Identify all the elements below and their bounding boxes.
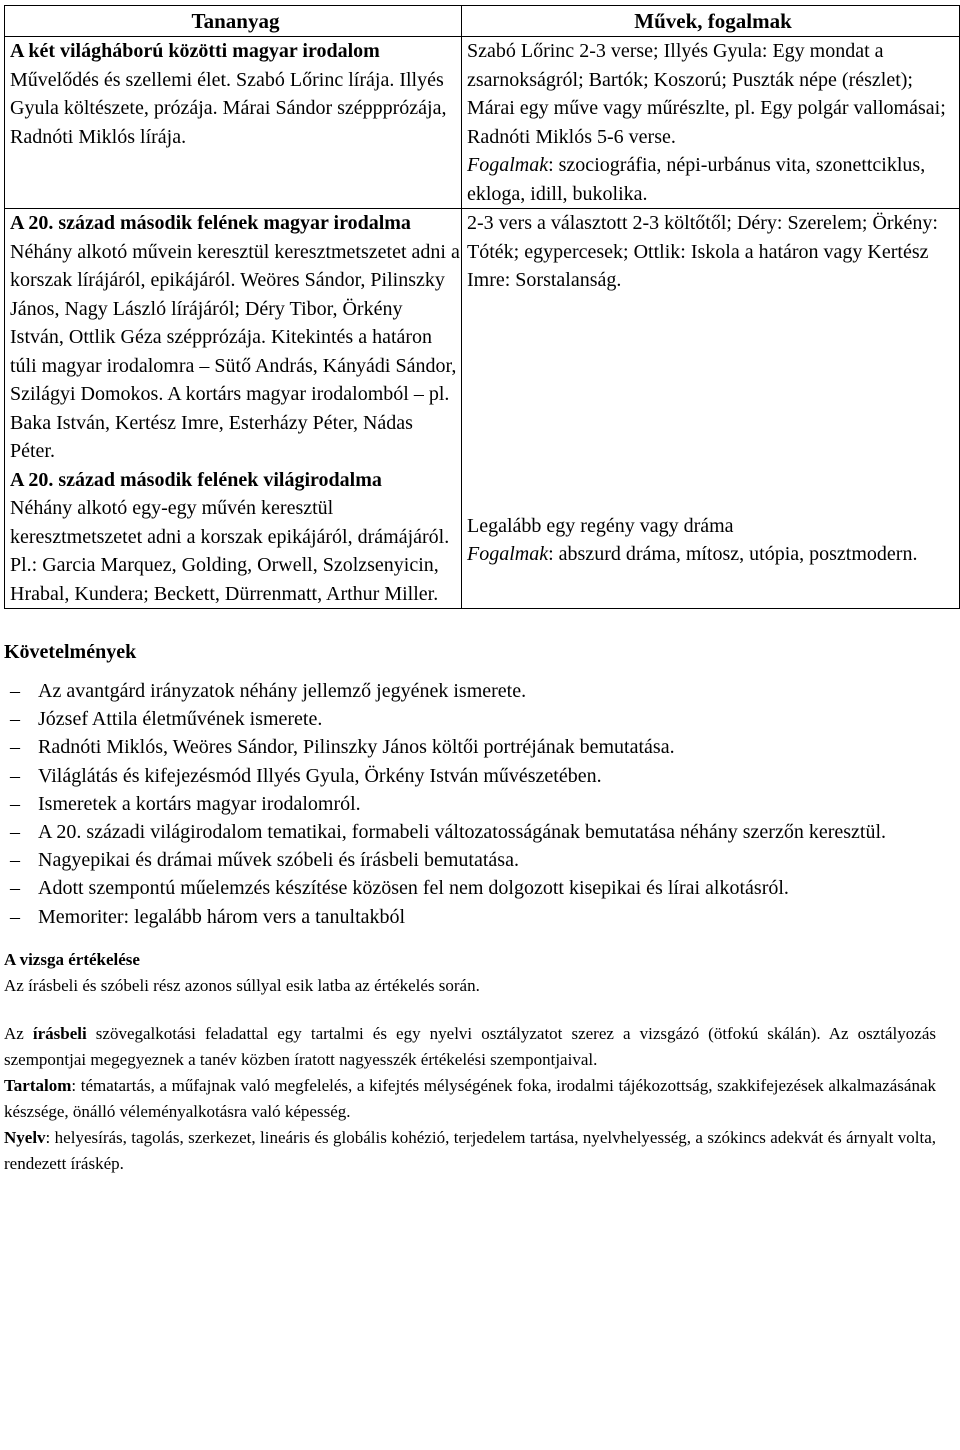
row2-left-body: Néhány alkotó művein keresztül keresztmetszetet adni a korszak lírájáról, epikájáról. Weöres Sándor, Pilinszky János, Nagy László lírájáról; Déry Tibor, Örkény István, Ottlik Géza szépprózája. Kitekintés a határon túli magyar irodalomra ‒ Sütő András, Kányádi Sándor, Szilágyi Domokos. A kortárs magyar irodalomból ‒ pl. Baka István, Kertész Imre, Esterházy Péter, Nádas Péter. <box>10 240 460 462</box>
row2-left-title2: A 20. század második felének világirodalma <box>10 468 382 491</box>
table-row <box>5 209 960 609</box>
requirement-text: A 20. századi világirodalom tematikai, formabeli változatosságának bemutatása néhány szerzőn keresztül. <box>38 821 887 844</box>
content-text: : tématartás, a műfajnak való megfelelés, a kifejtés mélységének foka, irodalmi tájékozottság, szakkifejezések alkalmazásának készsége, önálló véleményalkotásra való képesség. <box>4 1075 936 1121</box>
list-item <box>4 790 956 818</box>
dash-bullet-icon: ‒ <box>10 764 20 787</box>
dash-bullet-icon: ‒ <box>10 905 20 928</box>
list-item <box>4 677 956 705</box>
list-item <box>4 903 956 931</box>
list-item <box>4 733 956 761</box>
content-label: Tartalom <box>4 1075 72 1095</box>
concepts-label: Fogalmak <box>467 154 549 176</box>
written-label: írásbeli <box>32 1023 87 1043</box>
syllabus-table <box>4 5 960 609</box>
concepts-text: : abszurd dráma, mítosz, utópia, posztmodern. <box>548 543 918 565</box>
table-header-row <box>5 6 960 37</box>
evaluation-written <box>4 1021 956 1073</box>
written-prefix: Az <box>4 1023 33 1043</box>
language-label: Nyelv <box>4 1127 46 1147</box>
written-text: szövegalkotási feladattal egy tartalmi és egy nyelvi osztályzatot szerez a vizsgázó (ötfokú skálán). Az osztályozás szempontjai megegyeznek a tanév közben íratott nagyesszék értékelési szempontjaival. <box>4 1023 936 1069</box>
row1-right-body: Szabó Lőrinc 2-3 verse; Illyés Gyula: Egy mondat a zsarnokságról; Bartók; Koszorú; Puszták népe (részlet); Márai egy műve vagy műrészlte, pl. Egy polgár vallomásai; Radnóti Miklós 5-6 verse. <box>467 40 946 148</box>
requirement-text: Világlátás és kifejezésmód Illyés Gyula, Örkény István művészetében. <box>38 764 602 787</box>
row2-left-body2: Néhány alkotó egy-egy művén keresztül keresztmetszetet adni a korszak epikájáról, drámájáról. Pl.: Garcia Marquez, Golding, Orwell, Szolzsenyicin, Hrabal, Kundera; Beckett, Dürrenmatt, Arthur Miller. <box>10 497 450 605</box>
row2-right-body2: Legalább egy regény vagy dráma <box>467 514 734 537</box>
header-muvek-fogalmak: Művek, fogalmak <box>462 6 960 37</box>
document-page <box>4 5 956 1177</box>
list-item <box>4 705 956 733</box>
dash-bullet-icon: ‒ <box>10 680 20 702</box>
row1-right-cell <box>462 37 960 209</box>
row2-right-body: 2-3 vers a választott 2-3 költőtől; Déry: Szerelem; Örkény: Tóték; egypercesek; Ottlik: Iskola a határon vagy Kertész Imre: Sorstalanság. <box>467 212 938 291</box>
row2-right-concepts <box>467 540 959 569</box>
requirement-text: Nagyepikai és drámai művek szóbeli és írásbeli bemutatása. <box>38 849 519 872</box>
dash-bullet-icon: ‒ <box>10 877 20 900</box>
evaluation-title: A vizsga értékelése <box>4 949 140 969</box>
requirements-list <box>4 677 956 931</box>
list-item <box>4 846 956 874</box>
requirement-text: Memoriter: legalább három vers a tanultakból <box>38 905 406 928</box>
row2-right-cell <box>462 209 960 609</box>
dash-bullet-icon: ‒ <box>10 736 20 759</box>
evaluation-intro: Az írásbeli és szóbeli rész azonos súllyal esik latba az értékelés során. <box>4 975 480 995</box>
requirement-text: József Attila életművének ismerete. <box>38 708 323 731</box>
row1-left-cell <box>5 37 462 209</box>
evaluation-section <box>4 947 956 1177</box>
requirement-text: Adott szempontú műelemzés készítése közösen fel nem dolgozott kisepikai és lírai alkotásról. <box>38 877 789 900</box>
row2-left-title: A 20. század második felének magyar irodalma <box>10 212 411 234</box>
dash-bullet-icon: ‒ <box>10 821 20 844</box>
row1-left-body: Művelődés és szellemi élet. Szabó Lőrinc lírája. Illyés Gyula költészete, prózája. Márai Sándor széppprózája, Radnóti Miklós lírája. <box>10 68 447 148</box>
concepts-text: : szociográfia, népi-urbánus vita, szonettciklus, ekloga, idill, bukolika. <box>467 154 926 205</box>
dash-bullet-icon: ‒ <box>10 849 20 872</box>
list-item <box>4 874 956 902</box>
row2-left-cell <box>5 209 462 609</box>
list-item <box>4 818 956 846</box>
requirement-text: Ismeretek a kortárs magyar irodalomról. <box>38 792 361 815</box>
concepts-label: Fogalmak <box>467 543 549 565</box>
row1-right-concepts <box>467 151 959 208</box>
header-tananyag: Tananyag <box>5 6 462 37</box>
evaluation-language <box>4 1125 956 1177</box>
language-text: : helyesírás, tagolás, szerkezet, lineáris és globális kohézió, terjedelem tartása, nyelvhelyesség, a szókincs adekvát és árnyalt volta, rendezett íráskép. <box>4 1127 936 1173</box>
evaluation-content <box>4 1073 956 1125</box>
row1-left-title: A két világháború közötti magyar irodalom <box>10 40 380 62</box>
requirement-text: Az avantgárd irányzatok néhány jellemző jegyének ismerete. <box>38 680 527 702</box>
list-item <box>4 762 956 790</box>
table-row <box>5 37 960 209</box>
requirements-title: Követelmények <box>4 641 137 663</box>
dash-bullet-icon: ‒ <box>10 708 20 731</box>
dash-bullet-icon: ‒ <box>10 792 20 815</box>
requirement-text: Radnóti Miklós, Weöres Sándor, Pilinszky János költői portréjának bemutatása. <box>38 736 675 759</box>
